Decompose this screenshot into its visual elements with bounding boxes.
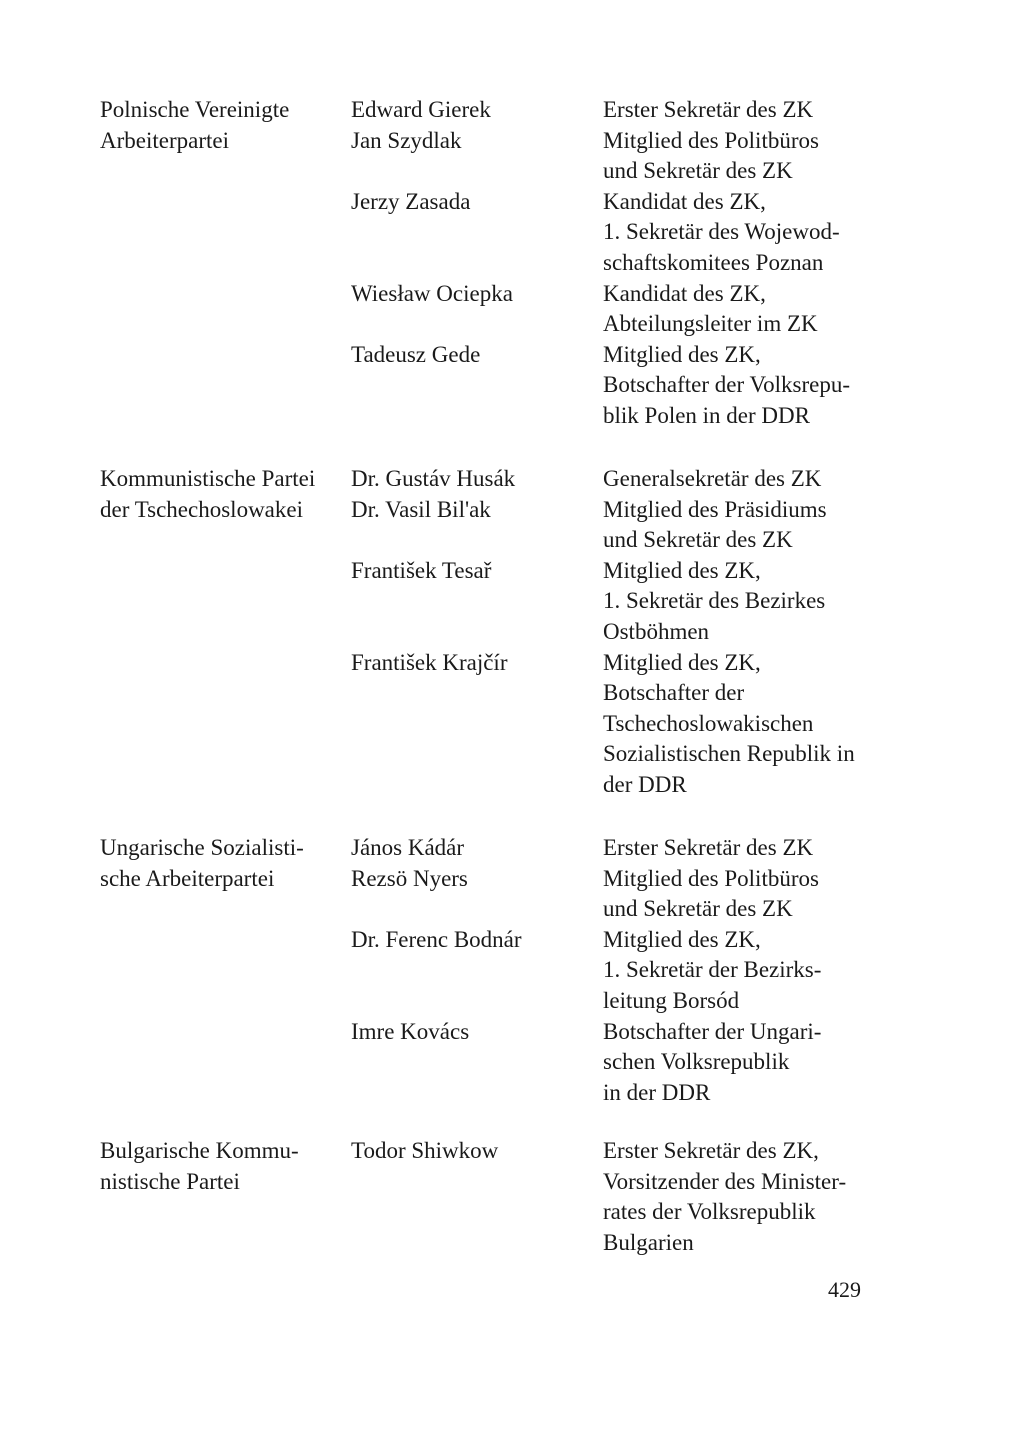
member-role-line: der DDR (603, 772, 687, 797)
member-name: Dr. Gustáv Husák (351, 466, 516, 491)
member-name: František Krajčír (351, 649, 508, 675)
member-role-line: Erster Sekretär des ZK (603, 97, 814, 122)
party-name-line: sche Arbeiterpartei (100, 865, 275, 891)
member-name: František Tesař (351, 557, 492, 583)
member-role-line: in der DDR (603, 1079, 711, 1105)
member-name: Edward Gierek (351, 97, 491, 122)
member-role-line: blik Polen in der DDR (603, 403, 810, 428)
member-role-line: schaftskomitees Poznan (603, 250, 824, 275)
member-role-line: Ostböhmen (603, 619, 710, 644)
member-role-line: und Sekretär des ZK (603, 896, 793, 922)
member-name: Tadeusz Gede (351, 341, 481, 367)
member-role-line: 1. Sekretär des Wojewod- (603, 219, 840, 245)
party-name-line: nistische Partei (100, 1168, 240, 1194)
member-role-line: Vorsitzender des Minister- (603, 1168, 847, 1194)
party-name-line: der Tschechoslowakei (100, 496, 303, 522)
member-role-line: rates der Volksrepublik (603, 1199, 816, 1225)
member-role-line: Mitglied des ZK, (603, 557, 761, 583)
member-name: Wiesław Ociepka (351, 280, 513, 306)
member-name: Rezsö Nyers (351, 865, 468, 891)
member-role-line: Kandidat des ZK, (603, 280, 766, 306)
member-role-line: Generalsekretär des ZK (603, 466, 822, 491)
member-role-line: Erster Sekretär des ZK, (603, 1138, 819, 1163)
member-role-line: Mitglied des Politbüros (603, 127, 819, 153)
member-role-line: Kandidat des ZK, (603, 188, 766, 214)
member-name: Dr. Ferenc Bodnár (351, 926, 522, 952)
member-role-line: Mitglied des ZK, (603, 926, 761, 952)
party-name-line: Kommunistische Partei (100, 466, 316, 491)
member-role-line: leitung Borsód (603, 988, 740, 1013)
member-name: Jan Szydlak (351, 127, 462, 153)
member-name: Dr. Vasil Bil'ak (351, 496, 491, 522)
member-role-line: Mitglied des Präsidiums (603, 496, 827, 522)
member-role-line: Erster Sekretär des ZK (603, 835, 814, 860)
member-role-line: 1. Sekretär des Bezirkes (603, 588, 826, 614)
member-role-line: Botschafter der (603, 680, 745, 706)
member-role-line: Abteilungsleiter im ZK (603, 311, 818, 337)
member-role-line: Botschafter der Volksrepu- (603, 372, 850, 398)
member-role-line: Mitglied des ZK, (603, 341, 761, 367)
member-name: Jerzy Zasada (351, 188, 471, 214)
member-name: Todor Shiwkow (351, 1138, 499, 1163)
member-name: Imre Kovács (351, 1018, 470, 1044)
member-role-line: und Sekretär des ZK (603, 158, 793, 184)
member-role-line: Tschechoslowakischen (603, 710, 814, 736)
party-name-line: Ungarische Sozialisti- (100, 835, 304, 860)
member-role-line: und Sekretär des ZK (603, 527, 793, 553)
member-role-line: schen Volksrepublik (603, 1049, 790, 1075)
member-role-line: Sozialistischen Republik in (603, 741, 855, 767)
member-role-line: 1. Sekretär der Bezirks- (603, 957, 822, 983)
party-name-line: Bulgarische Kommu- (100, 1138, 299, 1163)
party-name-line: Polnische Vereinigte (100, 97, 290, 122)
member-name: János Kádár (351, 835, 465, 860)
member-role-line: Mitglied des ZK, (603, 649, 761, 675)
party-name-line: Arbeiterpartei (100, 127, 229, 153)
member-role-line: Bulgarien (603, 1229, 694, 1255)
member-role-line: Botschafter der Ungari- (603, 1018, 822, 1044)
page-number: 429 (828, 1277, 861, 1302)
member-role-line: Mitglied des Politbüros (603, 865, 819, 891)
